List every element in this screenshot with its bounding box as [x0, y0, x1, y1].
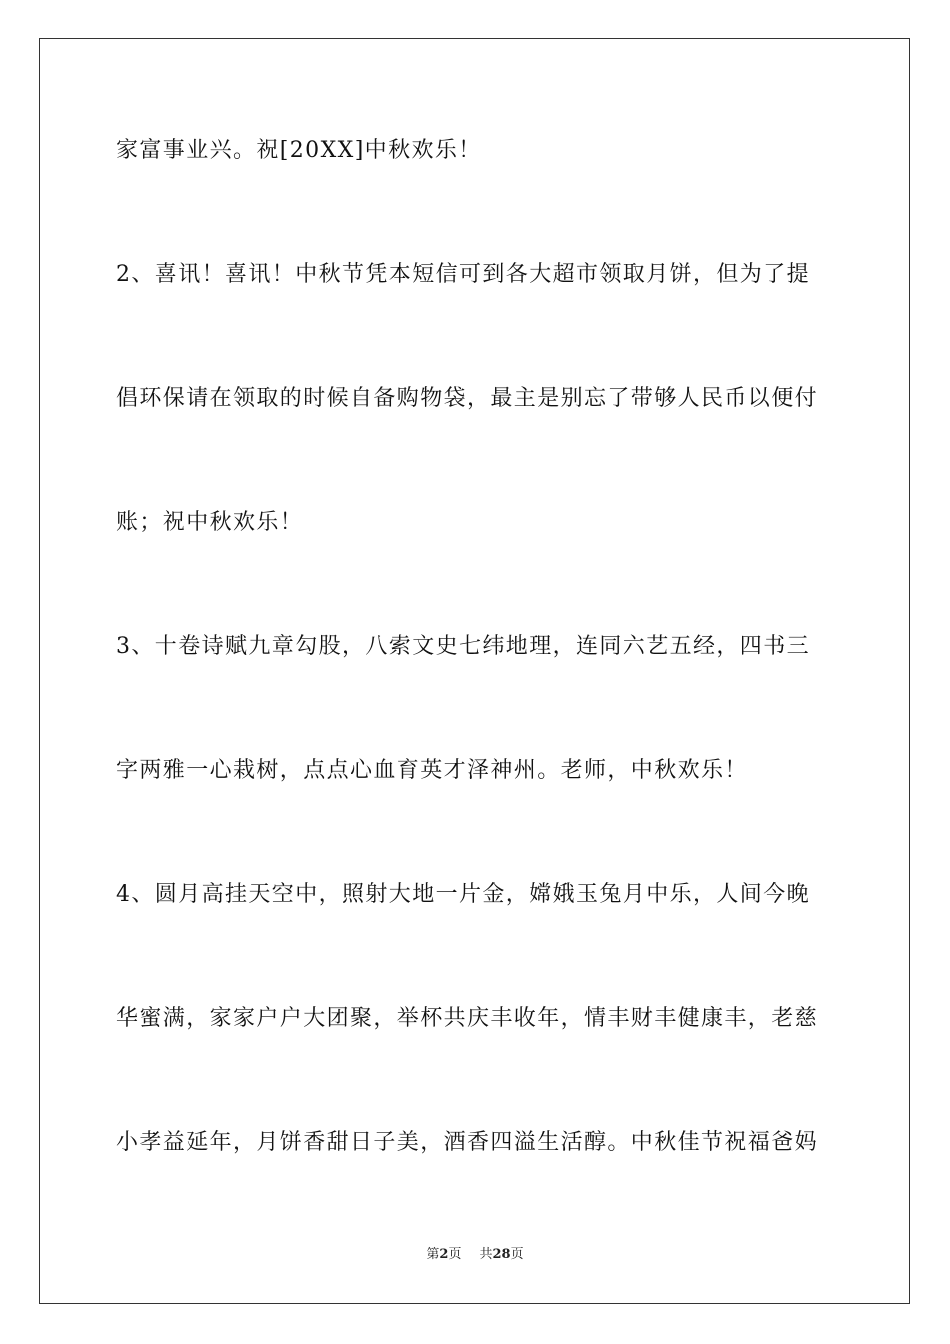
text-line-4: 账；祝中秋欢乐！	[116, 510, 304, 535]
text-line-8: 华蜜满，家家户户大团聚，举杯共庆丰收年，情丰财丰健康丰，老慈	[116, 1006, 819, 1031]
page-border	[39, 38, 910, 1304]
text-line-3: 倡环保请在领取的时候自备购物袋，最主是别忘了带够人民币以便付	[116, 386, 819, 411]
text-line-9: 小孝益延年，月饼香甜日子美，酒香四溢生活醇。中秋佳节祝福爸妈	[116, 1130, 819, 1155]
text-line-7: 4、圆月高挂天空中，照射大地一片金，嫦娥玉兔月中乐，人间今晚	[116, 882, 810, 907]
text-line-1: 家富事业兴。祝[20XX]中秋欢乐！	[116, 138, 482, 163]
text-line-2: 2、喜讯！喜讯！中秋节凭本短信可到各大超市领取月饼，但为了提	[116, 262, 810, 287]
page-number: 2	[439, 1247, 449, 1262]
text-line-5: 3、十卷诗赋九章勾股，八索文史七纬地理，连同六艺五经，四书三	[116, 634, 810, 659]
page-suffix: 页	[448, 1247, 462, 1262]
page-prefix: 第	[426, 1247, 440, 1262]
total-pages: 28	[492, 1247, 511, 1262]
text-line-6: 字两雅一心栽树，点点心血育英才泽神州。老师，中秋欢乐！	[116, 758, 748, 783]
page-footer	[0, 1246, 950, 1264]
total-suffix: 页	[510, 1247, 524, 1262]
total-prefix: 共	[479, 1247, 493, 1262]
